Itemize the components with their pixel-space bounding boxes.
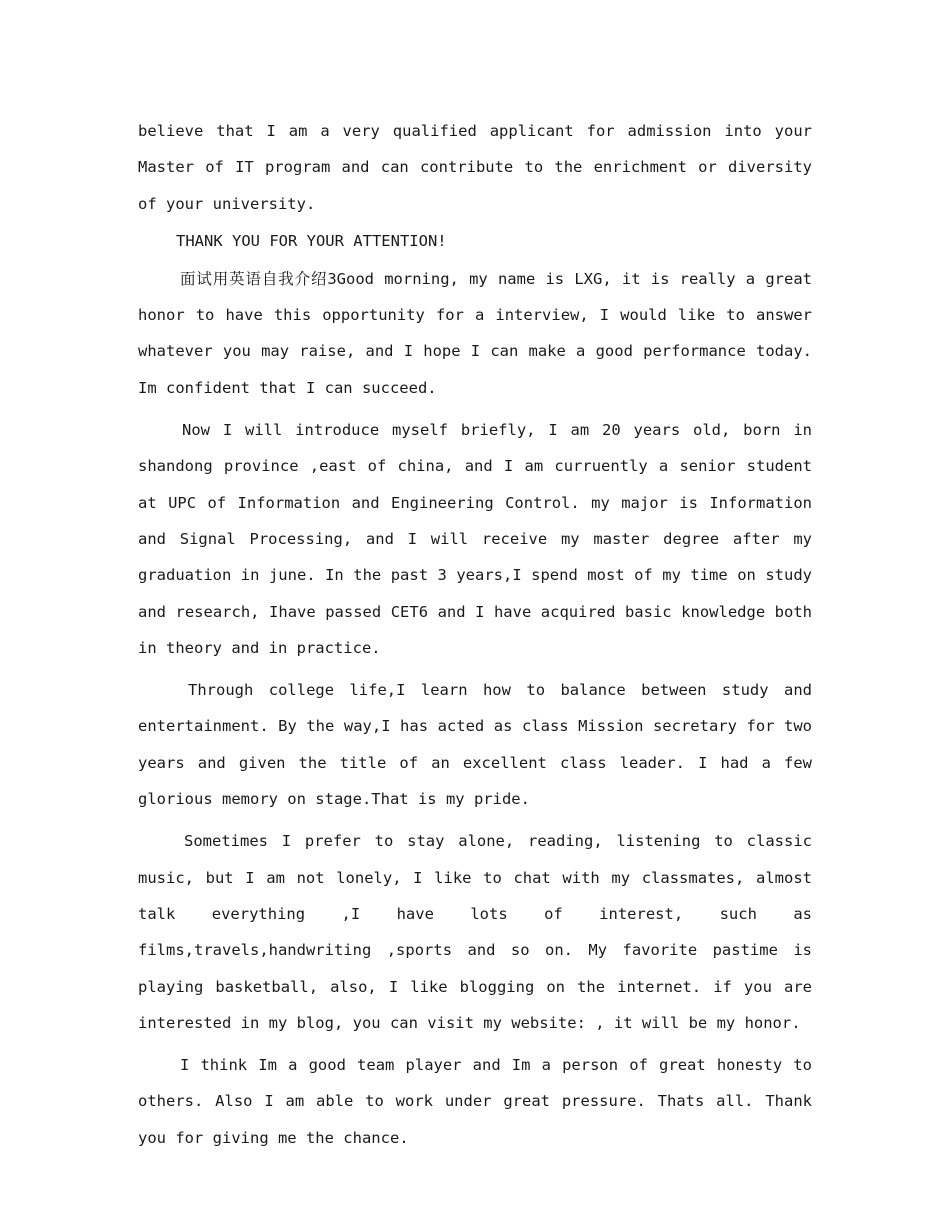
paragraph-conclusion: I think Im a good team player and Im a person of great honesty to others. Also I am able to work under great pressure. Thats all. Thank you for giving me the chance. [138, 1056, 812, 1147]
paragraph-hobbies: Sometimes I prefer to stay alone, reading, listening to classic music, but I am not lonely, I like to chat with my classmates, almost talk everything ,I have lots of interest, such as films,travels,handwriting ,sports and so on. My favorite pastime is playing basketball, also, I like blogging on the internet. if you are interested in my blog, you can visit my website: , it will be my honor. [138, 832, 812, 1032]
paragraph-greeting: 面试用英语自我介绍3Good morning, my name is LXG, it is really a great honor to have this opportunity for a interview, I would like to answer whatever you may raise, and I hope I can make a good performance today. Im confident that I can succeed. [138, 269, 812, 397]
paragraph-thank-you: THANK YOU FOR YOUR ATTENTION! [176, 231, 447, 250]
paragraph-college-life: Through college life,I learn how to balance between study and entertainment. By the way,I has acted as class Mission secretary for two years and given the title of an excellent class leader. I had a few glorious memory on stage.That is my pride. [138, 681, 812, 809]
paragraph-background: Now I will introduce myself briefly, I am 20 years old, born in shandong province ,east of china, and I am curruently a senior student at UPC of Information and Engineering Control. my major is Information and Signal Processing, and I will receive my master degree after my graduation in june. In the past 3 years,I spend most of my time on study and research, Ihave passed CET6 and I have acquired basic knowledge both in theory and in practice. [138, 421, 812, 657]
paragraph-closing-statement: believe that I am a very qualified applicant for admission into your Master of IT program and can contribute to the enrichment or diversity of your university. [138, 122, 812, 213]
document-page [138, 113, 812, 1162]
